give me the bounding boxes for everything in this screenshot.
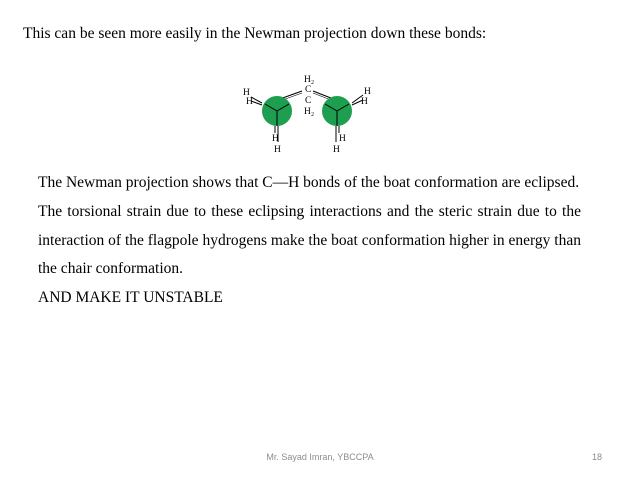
label-h-left-2: H bbox=[246, 97, 253, 107]
label-c-bottom: C bbox=[305, 96, 312, 106]
paragraph-strain: The torsional strain due to these eclipsing interactions and the steric strain due to the interaction of the flagpole hydrogens make the boat conformation higher in energy than the chair conformation. bbox=[38, 202, 581, 278]
label-h-left-1: H bbox=[243, 88, 250, 98]
slide-heading: This can be seen more easily in the Newman projection down these bonds: bbox=[23, 25, 487, 42]
label-h2-bottom: H₂ bbox=[304, 107, 315, 117]
label-h-left-4: H bbox=[274, 145, 281, 155]
slide-body bbox=[38, 169, 581, 313]
label-c-top: C bbox=[305, 85, 312, 95]
page-number: 18 bbox=[591, 452, 602, 462]
label-h2-top: H₂ bbox=[304, 75, 315, 85]
paragraph-unstable: AND MAKE IT UNSTABLE bbox=[38, 289, 223, 307]
label-h-right-1: H bbox=[364, 87, 371, 97]
newman-projection-diagram bbox=[238, 70, 378, 158]
paragraph-eclipsed: The Newman projection shows that C—H bonds of the boat conformation are eclipsed. bbox=[38, 174, 580, 191]
newman-projection-figure bbox=[238, 70, 378, 158]
label-h-right-3: H bbox=[339, 134, 346, 144]
label-h-left-3: H bbox=[272, 134, 279, 144]
label-h-right-2: H bbox=[361, 97, 368, 107]
footer-author: Mr. Sayad Imran, YBCCPA bbox=[266, 452, 374, 462]
label-h-right-4: H bbox=[333, 145, 340, 155]
